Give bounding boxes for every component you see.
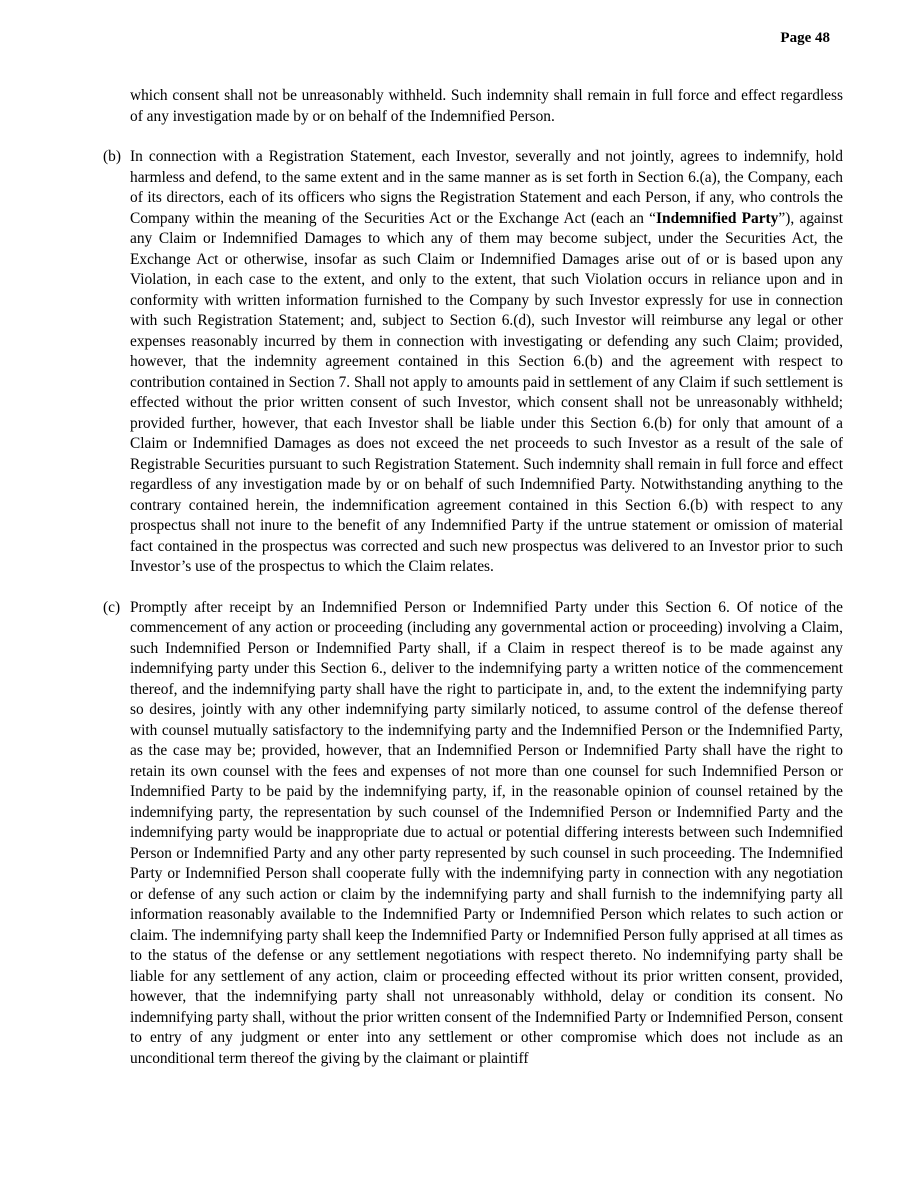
paragraph-b-label: (b) — [103, 148, 121, 165]
paragraph-b — [103, 147, 844, 578]
paragraph-b-text-part-1: In connection with a Registration Statement, each Investor, severally and not jointly, agrees to indemnify, hold harmless and defend, to the same extent and in the same manner as is set forth in Section 6.(a), the Company, each of its directors, each of its officers who signs the Registration Statement and each Person, if any, who controls the Company within the meaning of the Securities Act or the Exchange Act (each an “ — [130, 148, 843, 227]
document-body — [103, 86, 844, 1089]
page-number: Page 48 — [780, 30, 830, 46]
paragraph-c-text: Promptly after receipt by an Indemnified Person or Indemnified Party under this Section 6. Of notice of the commencement of any action or proceeding (including any governmental action or proceeding) involving a Claim, such Indemnified Person or Indemnified Party shall, if a Claim in respect thereof is to be made against any indemnifying party under this Section 6., deliver to the indemnifying party a written notice of the commencement thereof, and the indemnifying party shall have the right to participate in, and, to the extent the indemnifying party so desires, jointly with any other indemnifying party similarly noticed, to assume control of the defense thereof with counsel mutually satisfactory to the indemnifying party and the Indemnified Person or the Indemnified Party, as the case may be; provided, however, that an Indemnified Person or Indemnified Party shall have the right to retain its own counsel with the fees and expenses of not more than one counsel for such Indemnified Person or Indemnified Party to be paid by the indemnifying party, if, in the reasonable opinion of counsel retained by the indemnifying party, the representation by such counsel of the Indemnified Person or Indemnified Party and the indemnifying party would be inappropriate due to actual or potential differing interests between such Indemnified Person or Indemnified Party and any other party represented by such counsel in such proceeding. The Indemnified Party or Indemnified Person shall cooperate fully with the indemnifying party in connection with any negotiation or defense of any such action or claim by the indemnifying party and shall furnish to the indemnifying party all information reasonably available to the Indemnified Party or Indemnified Person which relates to such action or claim. The indemnifying party shall keep the Indemnified Party or Indemnified Person fully apprised at all times as to the status of the defense or any settlement negotiations with respect thereto. No indemnifying party shall be liable for any settlement of any action, claim or proceeding effected without its prior written consent, provided, however, that the indemnifying party shall not unreasonably withhold, delay or condition its consent. No indemnifying party shall, without the prior written consent of the Indemnified Party or Indemnified Person, consent to entry of any judgment or enter into any settlement or other compromise which does not include as an unconditional term thereof the giving by the claimant or plaintiff — [130, 598, 843, 1067]
paragraph-continuation — [130, 86, 843, 127]
paragraph-c-label: (c) — [103, 598, 121, 616]
paragraph-continuation-text: which consent shall not be unreasonably withheld. Such indemnity shall remain in full force and effect regardless of any investigation made by or on behalf of the Indemnified Person. — [130, 87, 843, 125]
paragraph-c — [103, 598, 843, 1070]
paragraph-b-text — [130, 147, 843, 578]
paragraph-b-text-part-2: ”), against any Claim or Indemnified Damages to which any of them may become subject, under the Securities Act, the Exchange Act or otherwise, insofar as such Claim or Indemnified Damages arise out of or is based upon any Violation, in each case to the extent, and only to the extent, that such Violation occurs in reliance upon and in conformity with written information furnished to the Company by such Investor expressly for use in connection with such Registration Statement; and, subject to Section 6.(d), such Investor will reimburse any legal or other expenses reasonably incurred by them in connection with investigating or defending any such Claim; provided, however, that the indemnity agreement contained in this Section 6.(b) and the agreement with respect to contribution contained in Section 7. Shall not apply to amounts paid in settlement of any Claim if such settlement is effected without the prior written consent of such Investor, which consent shall not be unreasonably withheld; provided further, however, that each Investor shall be liable under this Section 6.(b) for only that amount of a Claim or Indemnified Damages as does not exceed the net proceeds to such Investor as a result of the sale of Registrable Securities pursuant to such Registration Statement. Such indemnity shall remain in full force and effect regardless of any investigation made by or on behalf of such Indemnified Party. Notwithstanding anything to the contrary contained herein, the indemnification agreement contained in this Section 6.(b) with respect to any prospectus shall not inure to the benefit of any Indemnified Party if the untrue statement or omission of material fact contained in the prospectus was corrected and such new prospectus was delivered to an Investor prior to such Investor’s use of the prospectus to which the Claim relates. — [130, 209, 844, 575]
defined-term-indemnified-party: Indemnified Party — [656, 209, 779, 227]
